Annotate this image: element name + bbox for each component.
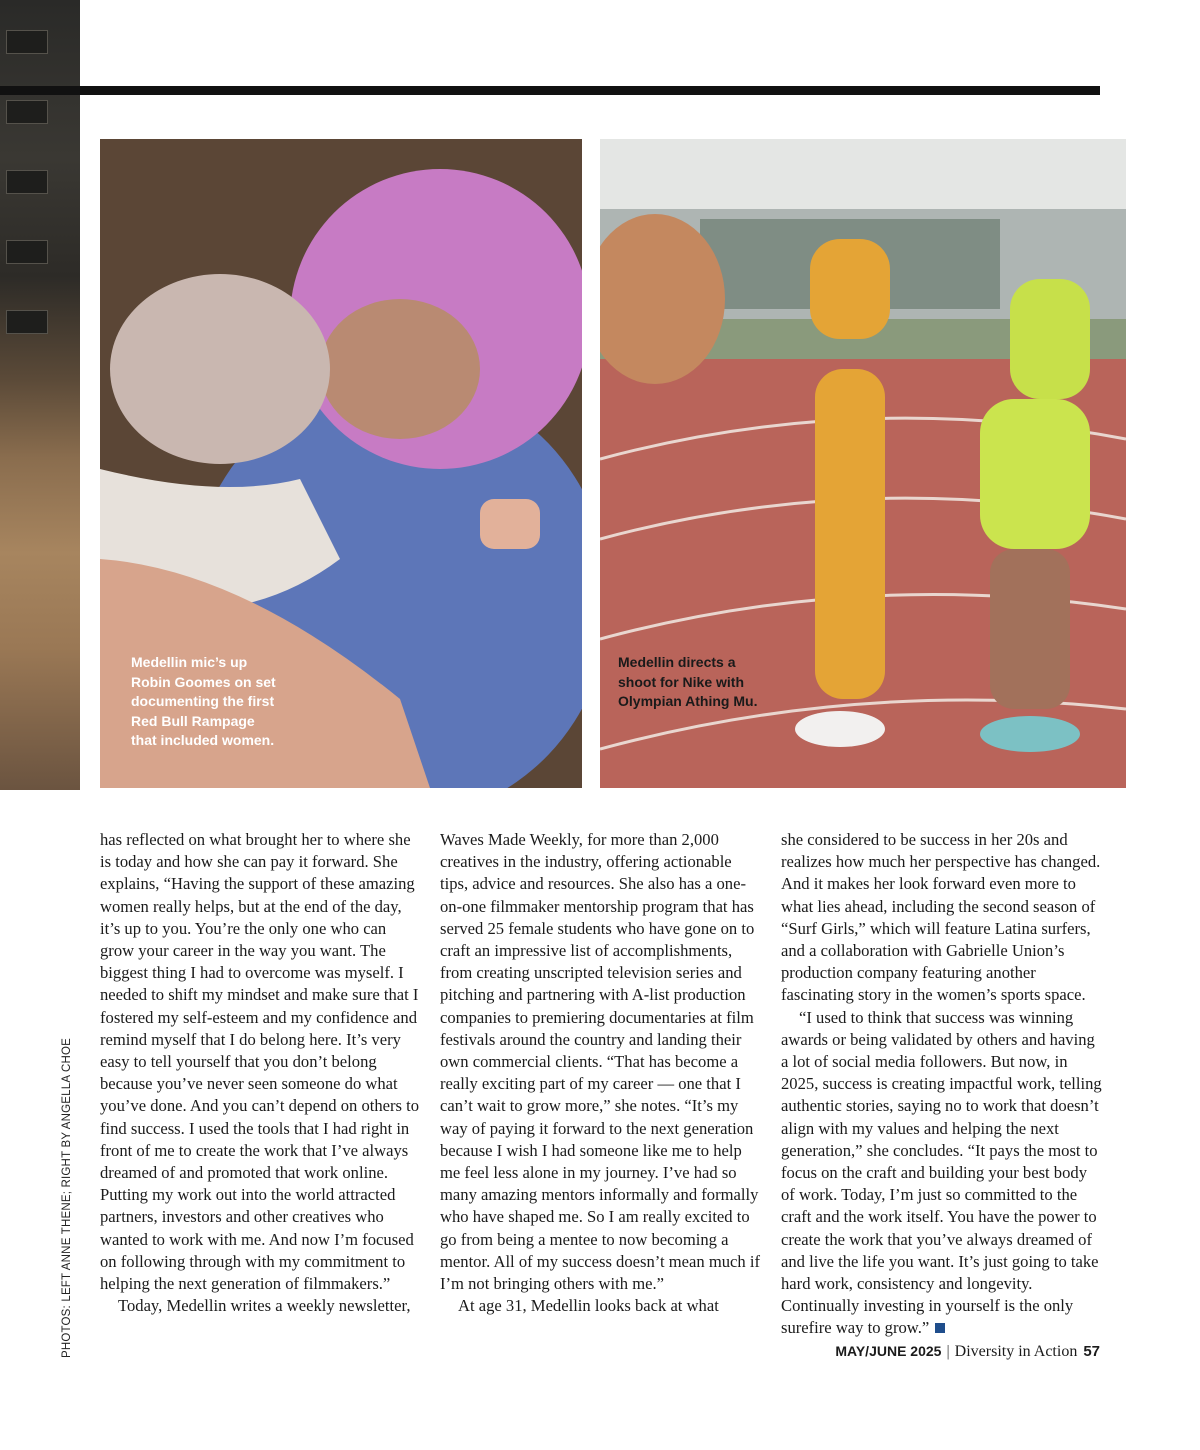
paragraph: At age 31, Medellin looks back at what [458,1296,719,1316]
photo-left-caption: Medellin mic’s up Robin Goomes on set documenting the first Red Bull Rampage that included women. [131,654,276,748]
paragraph-final [781,1007,1103,1340]
article-column-3 [781,829,1103,1340]
article-column-2 [440,829,762,1317]
photo-right-caption: Medellin directs a shoot for Nike with Olympian Athing Mu. [618,654,758,709]
footer-separator: | [946,1343,950,1360]
paragraph-text: “I used to think that success was winning awards or being validated by others and having a lot of social media followers. But now, in 2025, success is creating impactful work, telling authentic stories, saying no to work that doesn’t align with my values and helping the next generation,” she concludes. “It pays the most to focus on the craft and building your best body of work. Today, I’m just so committed to the craft and the work itself. You have the power to create the work that you’ve always dreamed of and live the life you want. It’s just going to take hard work, consistency and longevity. Continually investing in yourself is the only surefire way to grow.” [781,1007,1102,1338]
paragraph: Waves Made Weekly, for more than 2,000 creatives in the industry, offering actionable tips, advice and resources. She also has a one-on-one filmmaker mentorship program that has served 25 female students who have gone on to craft an impressive list of accomplishments, from creating unscripted television series and pitching and partnering with A-list production companies to premiering documentaries at film festivals around the country and landing their own commercial clients. “That has become a really exciting part of my career — one that I can’t wait to grow more,” she notes. “It’s my way of paying it forward to the next generation because I wish I had someone like me to help me feel less alone in my journey. I’ve had so many amazing mentors informally and formally who have shaped me. So I am really excited to go from being a mentee to now becoming a mentor. All of my success doesn’t mean much if I’m not bringing others with me.” [440,830,760,1294]
edge-photo-strip [0,0,80,790]
top-rule [0,86,1100,95]
page-footer [835,1343,1100,1361]
end-of-article-mark [935,1323,945,1333]
photo-credit: PHOTOS: LEFT ANNE THENE; RIGHT BY ANGELLA CHOE [61,1037,73,1358]
page-number: 57 [1083,1343,1100,1360]
paragraph: Today, Medellin writes a weekly newsletter, [118,1296,411,1316]
publication-name: Diversity in Action [954,1343,1078,1360]
paragraph: she considered to be success in her 20s and realizes how much her perspective has changed. And it makes her look forward even more to what lies ahead, including the second season of “Surf Girls,” which will feature Latina surfers, and a collaboration with Gabrielle Union’s production company featuring another fascinating story in the women’s sports space. [781,830,1101,1005]
paragraph: has reflected on what brought her to where she is today and how she can pay it forward. She explains, “Having the support of these amazing women really helps, but at the end of the day, it’s up to you. You’re the only one who can grow your career in the way you want. The biggest thing I had to overcome was myself. I needed to shift my mindset and make sure that I fostered my self-esteem and my confidence and remind myself that I do belong here. It’s very easy to tell yourself that you don’t belong because you’ve never seen someone do what you’ve done. And you can’t depend on others to find success. I used the tools that I had right in front of me to create the work that I’ve always dreamed of and promoted that work online. Putting my work out into the world attracted partners, investors and other creatives who wanted to work with me. And now I’m focused on following through with my commitment to helping the next generation of filmmakers.” [100,830,420,1294]
issue-date: MAY/JUNE 2025 [835,1343,942,1359]
article-column-1 [100,829,422,1317]
